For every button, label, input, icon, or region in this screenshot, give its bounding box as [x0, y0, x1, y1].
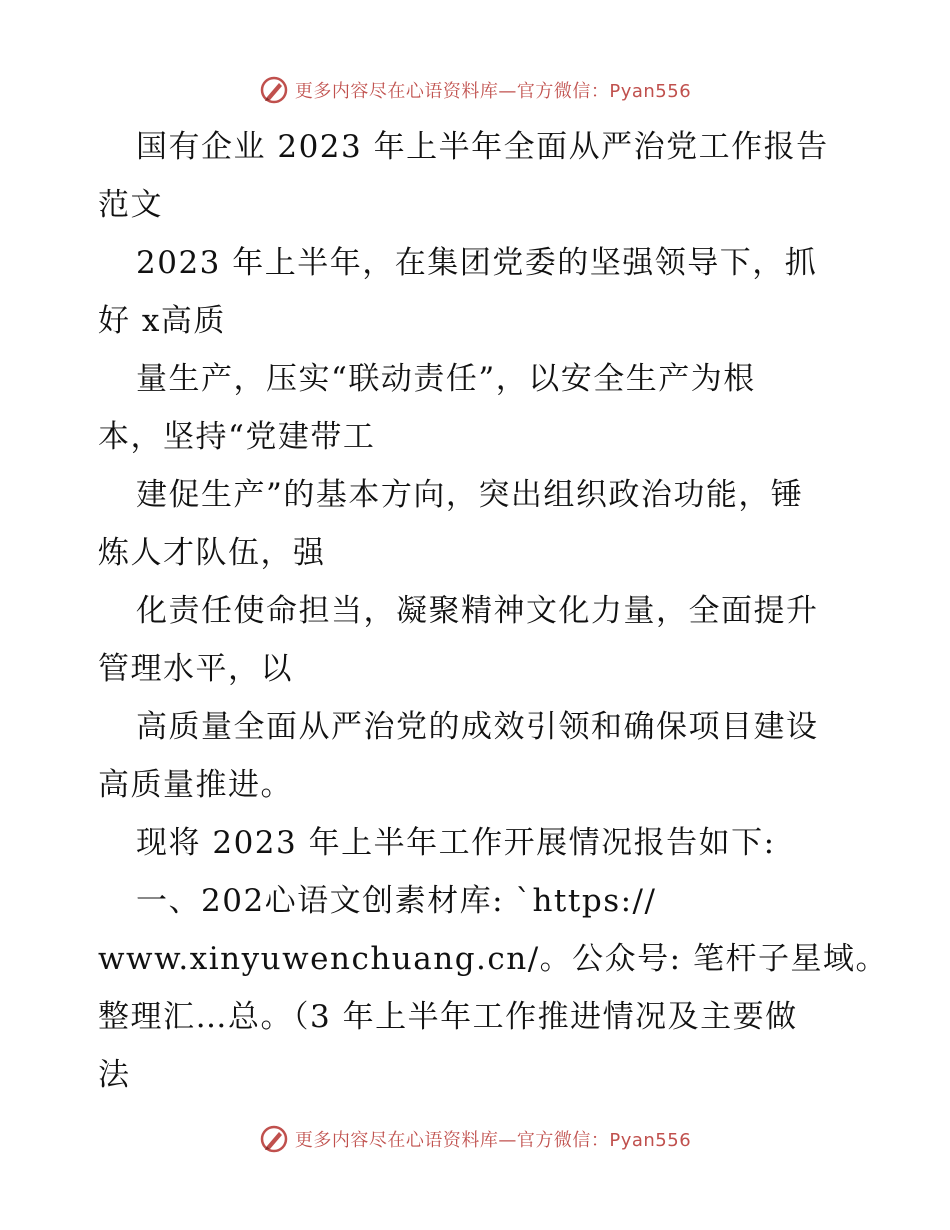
paragraph-line: 量生产，压实“联动责任”，以安全生产为根	[136, 361, 756, 397]
paragraph-line: 法	[98, 1057, 131, 1093]
paragraph-line: 建促生产”的基本方向，突出组织政治功能，锤	[136, 477, 804, 513]
watermark-text: 更多内容尽在心语资料库—官方微信：Pyan556	[294, 81, 692, 102]
paragraph-line: 炼人才队伍，强	[98, 535, 326, 571]
pen-logo-icon	[259, 1124, 289, 1154]
paragraph-line: 化责任使命担当，凝聚精神文化力量，全面提升	[136, 593, 819, 629]
document-body	[98, 118, 888, 1104]
pen-logo-icon	[259, 75, 289, 105]
title-line-2: 范文	[98, 187, 163, 223]
paragraph-line: 整理汇…总。（3 年上半年工作推进情况及主要做	[98, 999, 798, 1035]
paragraph-line: 好 x高质	[98, 303, 226, 339]
title-line-1: 国有企业 2023 年上半年全面从严治党工作报告	[136, 129, 829, 165]
watermark-text: 更多内容尽在心语资料库—官方微信：Pyan556	[294, 1130, 692, 1151]
paragraph-line: 现将 2023 年上半年工作开展情况报告如下:	[136, 825, 776, 861]
section-heading-line: 一、202心语文创素材库: `https://	[136, 883, 657, 919]
paragraph-line: 本，坚持“党建带工	[98, 419, 376, 455]
paragraph-line: 管理水平，以	[98, 651, 293, 687]
paragraph-line: 高质量推进。	[98, 767, 293, 803]
paragraph-line: 2023 年上半年，在集团党委的坚强领导下，抓	[136, 245, 818, 281]
footer-watermark	[0, 1119, 950, 1159]
paragraph-line: 高质量全面从严治党的成效引领和确保项目建设	[136, 709, 819, 745]
header-watermark	[0, 70, 950, 110]
paragraph-line: www.xinyuwenchuang.cn/。公众号: 笔杆子星域。	[98, 941, 888, 977]
